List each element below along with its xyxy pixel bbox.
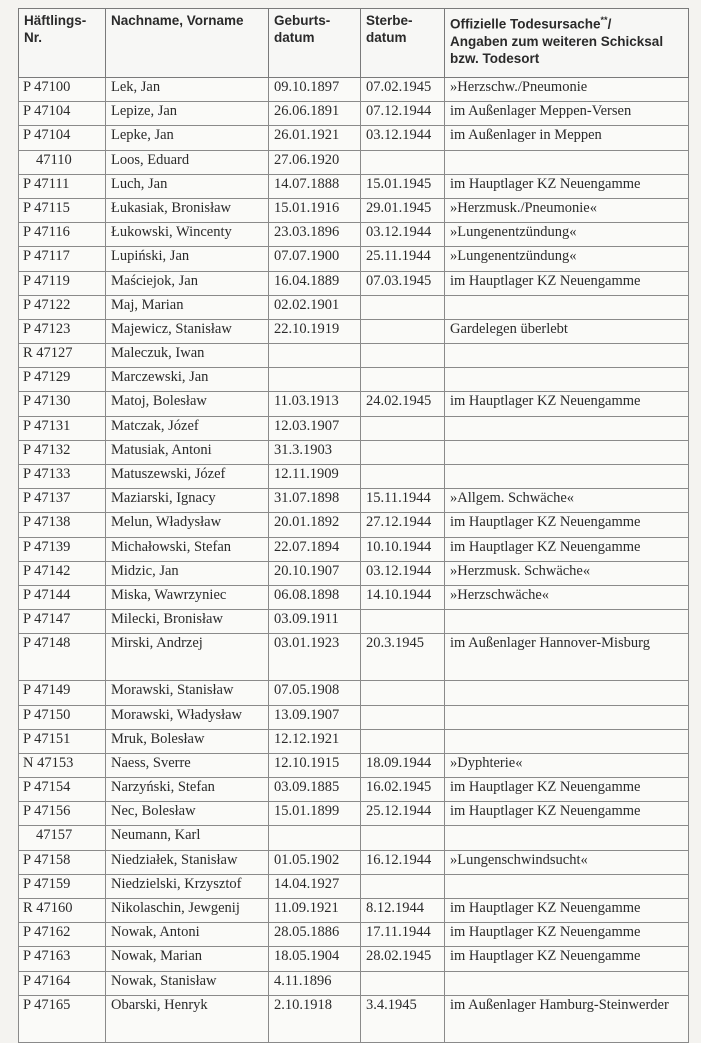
cell-death-date: 27.12.1944 xyxy=(361,513,445,537)
table-row xyxy=(19,344,689,368)
table-row xyxy=(19,634,689,681)
cell-name: Maściejok, Jan xyxy=(106,271,269,295)
cell-birth-date: 16.04.1889 xyxy=(269,271,361,295)
cell-name: Milecki, Bronisław xyxy=(106,610,269,634)
cell-death-date xyxy=(361,681,445,705)
cell-death-date xyxy=(361,971,445,995)
cell-name: Maleczuk, Iwan xyxy=(106,344,269,368)
cell-prisoner-number: 47110 xyxy=(19,150,106,174)
cell-name: Nec, Bolesław xyxy=(106,802,269,826)
cell-death-date xyxy=(361,465,445,489)
cell-prisoner-number: P 47165 xyxy=(19,995,106,1042)
cell-fate: im Hauptlager KZ Neuengamme xyxy=(445,392,689,416)
cell-fate: im Hauptlager KZ Neuengamme xyxy=(445,271,689,295)
cell-name: Mruk, Bolesław xyxy=(106,729,269,753)
cell-fate: Gardelegen überlebt xyxy=(445,319,689,343)
cell-fate: im Außenlager in Meppen xyxy=(445,126,689,150)
cell-name: Naess, Sverre xyxy=(106,753,269,777)
table-row xyxy=(19,295,689,319)
cell-fate xyxy=(445,610,689,634)
cell-name: Luch, Jan xyxy=(106,174,269,198)
cell-fate: im Hauptlager KZ Neuengamme xyxy=(445,174,689,198)
cell-prisoner-number: P 47164 xyxy=(19,971,106,995)
cell-birth-date: 15.01.1899 xyxy=(269,802,361,826)
cell-death-date: 03.12.1944 xyxy=(361,223,445,247)
cell-prisoner-number: P 47104 xyxy=(19,102,106,126)
table-row xyxy=(19,537,689,561)
cell-fate: »Lungenentzündung« xyxy=(445,223,689,247)
cell-prisoner-number: P 47137 xyxy=(19,489,106,513)
header-prisoner-number-text: Häftlings- Nr. xyxy=(24,13,87,45)
cell-name: Łukasiak, Bronisław xyxy=(106,198,269,222)
table-row xyxy=(19,368,689,392)
cell-prisoner-number: P 47163 xyxy=(19,947,106,971)
table-row xyxy=(19,223,689,247)
table-row xyxy=(19,778,689,802)
table-row xyxy=(19,198,689,222)
cell-fate: »Lungenentzündung« xyxy=(445,247,689,271)
cell-death-date: 07.02.1945 xyxy=(361,78,445,102)
cell-name: Nowak, Marian xyxy=(106,947,269,971)
cell-prisoner-number: P 47142 xyxy=(19,561,106,585)
cell-fate: »Allgem. Schwäche« xyxy=(445,489,689,513)
cell-prisoner-number: P 47132 xyxy=(19,440,106,464)
cell-prisoner-number: P 47149 xyxy=(19,681,106,705)
cell-death-date: 25.12.1944 xyxy=(361,802,445,826)
cell-birth-date: 20.01.1892 xyxy=(269,513,361,537)
header-footnote-mark: ** xyxy=(600,15,608,25)
table-row xyxy=(19,440,689,464)
table-row xyxy=(19,416,689,440)
cell-fate: »Herzmusk./Pneumonie« xyxy=(445,198,689,222)
cell-name: Lepke, Jan xyxy=(106,126,269,150)
cell-fate: »Lungenschwindsucht« xyxy=(445,850,689,874)
cell-death-date: 14.10.1944 xyxy=(361,585,445,609)
prisoner-register-table xyxy=(18,8,689,1043)
cell-fate xyxy=(445,440,689,464)
cell-name: Maj, Marian xyxy=(106,295,269,319)
cell-prisoner-number: P 47150 xyxy=(19,705,106,729)
cell-fate: »Herzmusk. Schwäche« xyxy=(445,561,689,585)
cell-birth-date: 07.05.1908 xyxy=(269,681,361,705)
cell-birth-date: 18.05.1904 xyxy=(269,947,361,971)
table-row xyxy=(19,585,689,609)
table-row xyxy=(19,705,689,729)
header-row xyxy=(19,9,689,78)
cell-prisoner-number: R 47127 xyxy=(19,344,106,368)
cell-death-date: 16.12.1944 xyxy=(361,850,445,874)
cell-birth-date: 28.05.1886 xyxy=(269,923,361,947)
cell-birth-date: 03.01.1923 xyxy=(269,634,361,681)
cell-death-date xyxy=(361,368,445,392)
cell-prisoner-number: 47157 xyxy=(19,826,106,850)
cell-death-date xyxy=(361,440,445,464)
cell-prisoner-number: P 47104 xyxy=(19,126,106,150)
header-birth-date xyxy=(269,9,361,78)
cell-death-date xyxy=(361,826,445,850)
cell-fate xyxy=(445,150,689,174)
cell-name: Łukowski, Wincenty xyxy=(106,223,269,247)
cell-prisoner-number: P 47123 xyxy=(19,319,106,343)
cell-fate: »Herzschwäche« xyxy=(445,585,689,609)
cell-death-date xyxy=(361,874,445,898)
cell-name: Matczak, Józef xyxy=(106,416,269,440)
header-name xyxy=(106,9,269,78)
cell-name: Niedzielski, Krzysztof xyxy=(106,874,269,898)
table-row xyxy=(19,610,689,634)
cell-birth-date: 12.12.1921 xyxy=(269,729,361,753)
table-row xyxy=(19,899,689,923)
cell-death-date xyxy=(361,610,445,634)
table-row xyxy=(19,850,689,874)
cell-death-date: 24.02.1945 xyxy=(361,392,445,416)
cell-death-date xyxy=(361,319,445,343)
cell-fate: im Hauptlager KZ Neuengamme xyxy=(445,513,689,537)
header-birth-date-text: Geburts- datum xyxy=(274,13,331,45)
cell-death-date: 29.01.1945 xyxy=(361,198,445,222)
header-cause-main: Offizielle Todesursache xyxy=(450,16,601,32)
header-prisoner-number xyxy=(19,9,106,78)
cell-prisoner-number: P 47111 xyxy=(19,174,106,198)
cell-death-date: 28.02.1945 xyxy=(361,947,445,971)
cell-death-date xyxy=(361,295,445,319)
table-row xyxy=(19,729,689,753)
cell-name: Nowak, Antoni xyxy=(106,923,269,947)
cell-fate xyxy=(445,344,689,368)
cell-death-date: 17.11.1944 xyxy=(361,923,445,947)
cell-fate: im Hauptlager KZ Neuengamme xyxy=(445,778,689,802)
cell-prisoner-number: P 47116 xyxy=(19,223,106,247)
cell-prisoner-number: P 47100 xyxy=(19,78,106,102)
header-death-date-text: Sterbe- datum xyxy=(366,13,413,45)
cell-death-date: 10.10.1944 xyxy=(361,537,445,561)
cell-birth-date: 11.09.1921 xyxy=(269,899,361,923)
cell-name: Neumann, Karl xyxy=(106,826,269,850)
cell-birth-date: 12.10.1915 xyxy=(269,753,361,777)
cell-birth-date: 14.07.1888 xyxy=(269,174,361,198)
table-row xyxy=(19,923,689,947)
cell-prisoner-number: P 47122 xyxy=(19,295,106,319)
cell-fate: »Dyphterie« xyxy=(445,753,689,777)
cell-death-date: 25.11.1944 xyxy=(361,247,445,271)
cell-death-date xyxy=(361,344,445,368)
cell-birth-date: 12.03.1907 xyxy=(269,416,361,440)
cell-name: Lepize, Jan xyxy=(106,102,269,126)
cell-birth-date: 4.11.1896 xyxy=(269,971,361,995)
cell-fate xyxy=(445,295,689,319)
cell-death-date: 15.11.1944 xyxy=(361,489,445,513)
cell-name: Nowak, Stanisław xyxy=(106,971,269,995)
cell-death-date: 03.12.1944 xyxy=(361,561,445,585)
header-cause-rest: / Angaben zum weiteren Schicksal bzw. Todesort xyxy=(450,16,664,66)
cell-fate: im Hauptlager KZ Neuengamme xyxy=(445,899,689,923)
cell-birth-date: 26.06.1891 xyxy=(269,102,361,126)
cell-birth-date: 22.07.1894 xyxy=(269,537,361,561)
cell-prisoner-number: P 47148 xyxy=(19,634,106,681)
table-row xyxy=(19,995,689,1042)
cell-prisoner-number: P 47139 xyxy=(19,537,106,561)
cell-birth-date: 01.05.1902 xyxy=(269,850,361,874)
cell-prisoner-number: P 47131 xyxy=(19,416,106,440)
cell-death-date: 20.3.1945 xyxy=(361,634,445,681)
table-row xyxy=(19,465,689,489)
cell-birth-date xyxy=(269,368,361,392)
table-row xyxy=(19,102,689,126)
cell-death-date: 07.12.1944 xyxy=(361,102,445,126)
cell-name: Melun, Władysław xyxy=(106,513,269,537)
cell-birth-date xyxy=(269,344,361,368)
cell-prisoner-number: P 47154 xyxy=(19,778,106,802)
table-row xyxy=(19,489,689,513)
cell-birth-date: 31.3.1903 xyxy=(269,440,361,464)
cell-birth-date: 20.10.1907 xyxy=(269,561,361,585)
cell-fate xyxy=(445,368,689,392)
cell-death-date: 8.12.1944 xyxy=(361,899,445,923)
cell-fate: im Hauptlager KZ Neuengamme xyxy=(445,802,689,826)
cell-fate: im Hauptlager KZ Neuengamme xyxy=(445,947,689,971)
cell-name: Nikolaschin, Jewgenij xyxy=(106,899,269,923)
table-row xyxy=(19,174,689,198)
header-death-date xyxy=(361,9,445,78)
table-row xyxy=(19,802,689,826)
table-row xyxy=(19,513,689,537)
table-row xyxy=(19,392,689,416)
cell-prisoner-number: N 47153 xyxy=(19,753,106,777)
cell-fate xyxy=(445,971,689,995)
cell-birth-date xyxy=(269,826,361,850)
table-row xyxy=(19,947,689,971)
cell-birth-date: 26.01.1921 xyxy=(269,126,361,150)
cell-fate: »Herzschw./Pneumonie xyxy=(445,78,689,102)
cell-prisoner-number: P 47159 xyxy=(19,874,106,898)
cell-fate: im Außenlager Hamburg-Steinwerder xyxy=(445,995,689,1042)
cell-fate: im Hauptlager KZ Neuengamme xyxy=(445,537,689,561)
cell-death-date: 3.4.1945 xyxy=(361,995,445,1042)
cell-prisoner-number: P 47158 xyxy=(19,850,106,874)
table-row xyxy=(19,561,689,585)
cell-fate xyxy=(445,826,689,850)
cell-death-date: 16.02.1945 xyxy=(361,778,445,802)
cell-name: Marczewski, Jan xyxy=(106,368,269,392)
table-row xyxy=(19,247,689,271)
table-row xyxy=(19,150,689,174)
header-name-text: Nachname, Vorname xyxy=(111,13,244,28)
cell-birth-date: 27.06.1920 xyxy=(269,150,361,174)
cell-prisoner-number: P 47144 xyxy=(19,585,106,609)
table-row xyxy=(19,319,689,343)
cell-fate xyxy=(445,465,689,489)
cell-prisoner-number: P 47138 xyxy=(19,513,106,537)
table-body xyxy=(19,78,689,1043)
cell-name: Lek, Jan xyxy=(106,78,269,102)
cell-fate: im Hauptlager KZ Neuengamme xyxy=(445,923,689,947)
cell-death-date xyxy=(361,416,445,440)
cell-birth-date: 13.09.1907 xyxy=(269,705,361,729)
cell-fate: im Außenlager Hannover-Misburg xyxy=(445,634,689,681)
cell-prisoner-number: P 47119 xyxy=(19,271,106,295)
cell-prisoner-number: P 47130 xyxy=(19,392,106,416)
cell-prisoner-number: P 47156 xyxy=(19,802,106,826)
table-row xyxy=(19,826,689,850)
cell-name: Loos, Eduard xyxy=(106,150,269,174)
cell-death-date: 15.01.1945 xyxy=(361,174,445,198)
cell-name: Mirski, Andrzej xyxy=(106,634,269,681)
cell-birth-date: 2.10.1918 xyxy=(269,995,361,1042)
cell-fate xyxy=(445,681,689,705)
cell-name: Morawski, Władysław xyxy=(106,705,269,729)
cell-birth-date: 07.07.1900 xyxy=(269,247,361,271)
cell-birth-date: 22.10.1919 xyxy=(269,319,361,343)
table-row xyxy=(19,971,689,995)
table-row xyxy=(19,874,689,898)
cell-birth-date: 06.08.1898 xyxy=(269,585,361,609)
cell-death-date xyxy=(361,705,445,729)
cell-name: Matuszewski, Józef xyxy=(106,465,269,489)
cell-fate xyxy=(445,705,689,729)
cell-prisoner-number: P 47129 xyxy=(19,368,106,392)
cell-birth-date: 02.02.1901 xyxy=(269,295,361,319)
table-row xyxy=(19,271,689,295)
cell-name: Midzic, Jan xyxy=(106,561,269,585)
cell-birth-date: 14.04.1927 xyxy=(269,874,361,898)
cell-birth-date: 15.01.1916 xyxy=(269,198,361,222)
cell-fate: im Außenlager Meppen-Versen xyxy=(445,102,689,126)
cell-name: Lupiński, Jan xyxy=(106,247,269,271)
cell-fate xyxy=(445,729,689,753)
table-row xyxy=(19,753,689,777)
cell-prisoner-number: P 47147 xyxy=(19,610,106,634)
cell-prisoner-number: P 47162 xyxy=(19,923,106,947)
table-row xyxy=(19,78,689,102)
cell-name: Miska, Wawrzyniec xyxy=(106,585,269,609)
cell-name: Matusiak, Antoni xyxy=(106,440,269,464)
cell-death-date: 03.12.1944 xyxy=(361,126,445,150)
cell-death-date: 07.03.1945 xyxy=(361,271,445,295)
cell-fate xyxy=(445,874,689,898)
cell-name: Obarski, Henryk xyxy=(106,995,269,1042)
header-cause-of-death xyxy=(445,9,689,78)
cell-birth-date: 31.07.1898 xyxy=(269,489,361,513)
cell-prisoner-number: P 47151 xyxy=(19,729,106,753)
cell-fate xyxy=(445,416,689,440)
cell-birth-date: 09.10.1897 xyxy=(269,78,361,102)
cell-name: Morawski, Stanisław xyxy=(106,681,269,705)
cell-name: Matoj, Bolesław xyxy=(106,392,269,416)
cell-death-date xyxy=(361,729,445,753)
cell-birth-date: 03.09.1911 xyxy=(269,610,361,634)
cell-prisoner-number: P 47115 xyxy=(19,198,106,222)
cell-prisoner-number: P 47117 xyxy=(19,247,106,271)
cell-birth-date: 23.03.1896 xyxy=(269,223,361,247)
cell-birth-date: 12.11.1909 xyxy=(269,465,361,489)
cell-prisoner-number: R 47160 xyxy=(19,899,106,923)
cell-name: Narzyński, Stefan xyxy=(106,778,269,802)
cell-birth-date: 11.03.1913 xyxy=(269,392,361,416)
table-header xyxy=(19,9,689,78)
table-row xyxy=(19,681,689,705)
cell-death-date: 18.09.1944 xyxy=(361,753,445,777)
cell-birth-date: 03.09.1885 xyxy=(269,778,361,802)
cell-name: Niedziałek, Stanisław xyxy=(106,850,269,874)
cell-name: Maziarski, Ignacy xyxy=(106,489,269,513)
cell-death-date xyxy=(361,150,445,174)
cell-name: Michałowski, Stefan xyxy=(106,537,269,561)
cell-prisoner-number: P 47133 xyxy=(19,465,106,489)
table-row xyxy=(19,126,689,150)
cell-name: Majewicz, Stanisław xyxy=(106,319,269,343)
